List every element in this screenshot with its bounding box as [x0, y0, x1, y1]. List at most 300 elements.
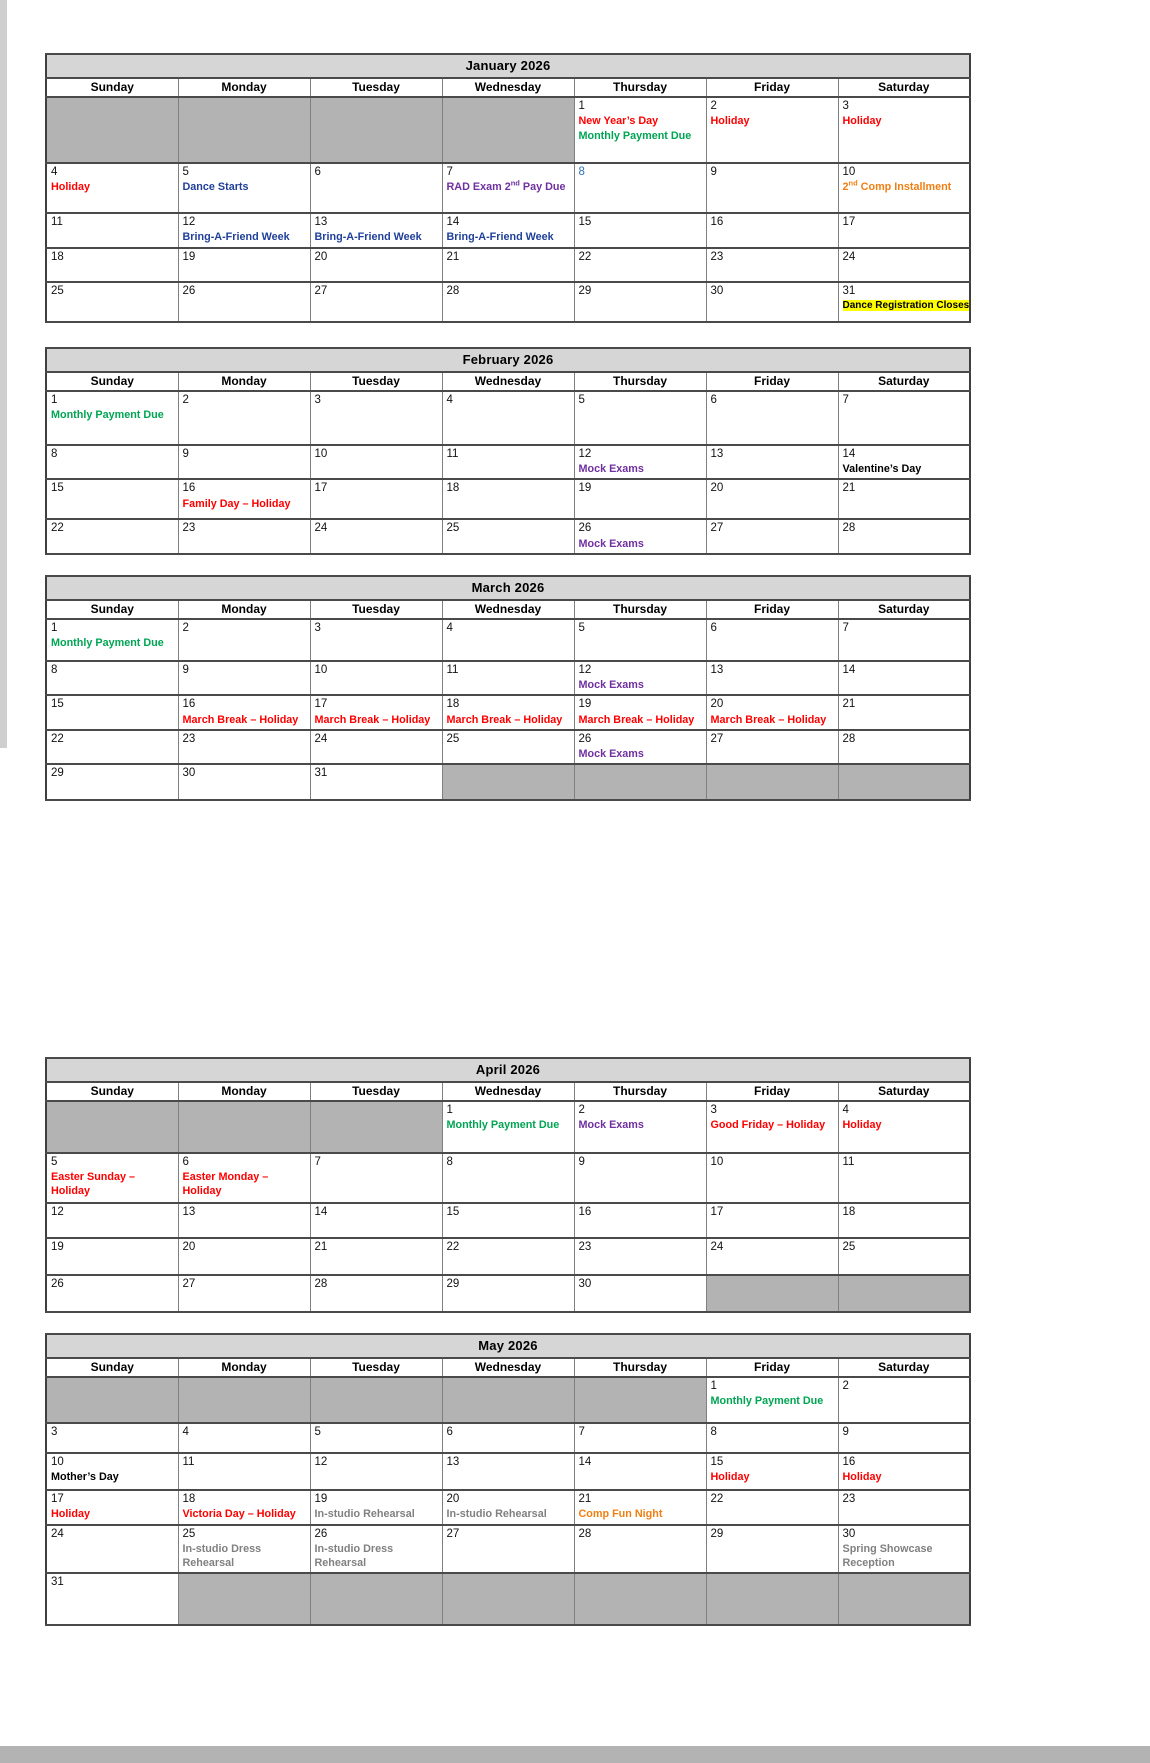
event-label [843, 114, 966, 128]
day-cell [310, 1423, 442, 1453]
day-cell [706, 1377, 838, 1423]
day-number: 21 [578, 1493, 592, 1505]
day-number: 30 [710, 285, 724, 297]
day-cell [178, 1153, 310, 1203]
day-cell [178, 1423, 310, 1453]
day-number: 8 [446, 1156, 453, 1168]
day-cell [46, 1453, 178, 1490]
day-number: 28 [578, 1528, 592, 1540]
day-cell [46, 1238, 178, 1275]
day-number: 8 [51, 664, 58, 676]
day-number: 6 [446, 1426, 453, 1438]
day-number: 23 [842, 1493, 856, 1505]
day-cell [178, 1238, 310, 1275]
day-cell [706, 1101, 838, 1153]
day-number: 21 [842, 482, 856, 495]
week-row [46, 1453, 970, 1490]
day-cell [442, 213, 574, 248]
weekday-header-saturday: Saturday [838, 78, 970, 97]
event-label [843, 462, 966, 476]
day-cell [178, 1453, 310, 1490]
day-number: 14 [446, 216, 460, 228]
day-number: 29 [51, 767, 64, 780]
weekday-header-monday: Monday [178, 600, 310, 619]
event-text: New Year’s Day [578, 115, 659, 128]
weekday-header-thursday: Thursday [574, 600, 706, 619]
day-number: 12 [182, 216, 196, 228]
event-text: In-studio Dress Rehearsal [314, 1543, 394, 1570]
day-number: 18 [182, 1493, 196, 1505]
event-text: Mock Exams [578, 463, 644, 476]
day-number: 19 [182, 251, 196, 263]
event-text: Holiday [51, 181, 90, 194]
event-text: Monthly Payment Due [51, 637, 164, 650]
day-cell [574, 1275, 706, 1312]
event-label [183, 180, 306, 194]
day-number: 30 [182, 767, 196, 780]
day-number: 5 [51, 1156, 58, 1168]
day-cell [442, 1525, 574, 1573]
day-cell [838, 1453, 970, 1490]
event-text: Easter Monday – Holiday [182, 1171, 269, 1198]
day-number: 10 [314, 664, 328, 676]
empty-day-cell [442, 1377, 574, 1423]
event-text: March Break – Holiday [710, 713, 827, 726]
day-number: 10 [51, 1456, 64, 1468]
day-number: 19 [51, 1241, 64, 1253]
day-number: 2 [182, 394, 189, 406]
day-cell [46, 1153, 178, 1203]
day-number: 16 [182, 482, 196, 495]
day-cell [838, 97, 970, 163]
day-number: 13 [446, 1456, 460, 1468]
week-row [46, 1275, 970, 1312]
week-row [46, 519, 970, 553]
day-number: 21 [314, 1241, 328, 1253]
week-row [46, 1377, 970, 1423]
event-label [315, 713, 438, 727]
event-text: Easter Sunday – Holiday [51, 1171, 136, 1198]
day-cell [706, 695, 838, 729]
event-label [51, 408, 174, 422]
day-number: 27 [182, 1278, 196, 1290]
day-cell [706, 619, 838, 661]
page-edge-shadow [0, 0, 7, 748]
day-cell [178, 479, 310, 519]
day-number: 26 [578, 522, 592, 535]
event-label [579, 713, 702, 727]
day-number: 12 [51, 1206, 64, 1218]
day-number: 12 [314, 1456, 328, 1468]
day-number: 25 [446, 522, 460, 535]
week-row [46, 764, 970, 800]
day-cell [442, 519, 574, 553]
day-cell [574, 282, 706, 322]
event-text: Monthly Payment Due [51, 409, 164, 422]
day-number: 28 [842, 522, 856, 535]
weekday-header-monday: Monday [178, 1082, 310, 1101]
day-number: 16 [182, 698, 196, 711]
week-row [46, 391, 970, 445]
empty-day-cell [178, 1573, 310, 1625]
event-text-superscript: nd [510, 178, 520, 188]
weekday-header-sunday: Sunday [46, 78, 178, 97]
month-title: May 2026 [46, 1334, 970, 1358]
day-number: 31 [314, 767, 328, 780]
day-number: 27 [446, 1528, 460, 1540]
event-label [51, 636, 174, 650]
day-cell [46, 661, 178, 695]
day-number: 19 [314, 1493, 328, 1505]
week-row [46, 730, 970, 764]
day-cell [310, 661, 442, 695]
event-text: Mother’s Day [51, 1471, 119, 1484]
event-text: March Break – Holiday [446, 713, 563, 726]
day-cell [46, 619, 178, 661]
day-number: 16 [578, 1206, 592, 1218]
day-cell [706, 213, 838, 248]
day-cell [706, 391, 838, 445]
week-row [46, 1203, 970, 1238]
event-label [51, 180, 174, 194]
day-cell [706, 1453, 838, 1490]
event-text: Spring Showcase Reception [842, 1543, 933, 1570]
weekday-header-saturday: Saturday [838, 372, 970, 391]
day-number: 15 [710, 1456, 724, 1468]
day-cell [442, 248, 574, 282]
day-number: 17 [51, 1493, 64, 1505]
empty-day-cell [178, 1377, 310, 1423]
day-number: 6 [314, 166, 321, 178]
weekday-header-sunday: Sunday [46, 372, 178, 391]
day-cell [574, 730, 706, 764]
day-cell [442, 1153, 574, 1203]
day-number: 5 [578, 622, 585, 634]
day-cell [706, 1153, 838, 1203]
event-label [579, 129, 702, 143]
weekday-header-sunday: Sunday [46, 1082, 178, 1101]
day-cell [178, 445, 310, 479]
day-number: 28 [314, 1278, 328, 1290]
event-label [51, 1507, 174, 1521]
day-number: 9 [182, 448, 189, 460]
event-text: March Break – Holiday [578, 713, 695, 726]
event-label [711, 1118, 834, 1132]
day-cell [310, 213, 442, 248]
day-cell [310, 695, 442, 729]
event-text: 2 [842, 181, 849, 194]
day-number: 26 [51, 1278, 64, 1290]
day-cell [442, 1275, 574, 1312]
day-number: 28 [842, 732, 856, 745]
day-cell [706, 282, 838, 322]
day-cell [310, 479, 442, 519]
event-text: Holiday [842, 115, 882, 128]
viewer-background-band [0, 1746, 1150, 1763]
day-cell [442, 391, 574, 445]
day-cell [310, 730, 442, 764]
day-number: 1 [446, 1104, 453, 1116]
weekday-header-tuesday: Tuesday [310, 1082, 442, 1101]
day-number: 16 [710, 216, 724, 228]
day-cell [46, 1490, 178, 1525]
day-cell [178, 1275, 310, 1312]
empty-day-cell [310, 97, 442, 163]
day-cell [574, 1525, 706, 1573]
day-number: 13 [182, 1206, 196, 1218]
day-cell [46, 1203, 178, 1238]
day-cell [178, 764, 310, 800]
weekday-header-sunday: Sunday [46, 600, 178, 619]
day-cell [838, 1377, 970, 1423]
day-cell [46, 1525, 178, 1573]
event-text: In-studio Rehearsal [314, 1508, 415, 1521]
day-cell [442, 661, 574, 695]
weekday-header-sunday: Sunday [46, 1358, 178, 1377]
empty-day-cell [574, 1377, 706, 1423]
day-number: 24 [314, 732, 328, 745]
event-label [843, 1542, 966, 1570]
day-cell [442, 695, 574, 729]
day-cell [178, 619, 310, 661]
month-table-march-2026 [45, 575, 971, 801]
weekday-header-thursday: Thursday [574, 1358, 706, 1377]
day-number: 16 [842, 1456, 856, 1468]
day-number: 6 [182, 1156, 189, 1168]
day-number: 7 [314, 1156, 321, 1168]
event-label [843, 180, 966, 194]
day-cell [574, 479, 706, 519]
week-row [46, 445, 970, 479]
day-cell [178, 661, 310, 695]
day-number: 15 [578, 216, 592, 228]
weekday-header-friday: Friday [706, 78, 838, 97]
day-cell [574, 619, 706, 661]
event-text: Mock Exams [578, 537, 644, 550]
day-cell [178, 519, 310, 553]
day-cell [574, 1238, 706, 1275]
day-number: 5 [182, 166, 189, 178]
month-title: February 2026 [46, 348, 970, 372]
event-label [183, 230, 306, 244]
day-number: 7 [842, 394, 849, 406]
day-cell [838, 391, 970, 445]
day-cell [574, 519, 706, 553]
day-cell [46, 213, 178, 248]
event-label [447, 1118, 570, 1132]
week-row [46, 213, 970, 248]
day-number: 26 [182, 285, 196, 297]
day-number: 14 [842, 448, 856, 460]
day-cell [706, 1203, 838, 1238]
event-text: Mock Exams [578, 1119, 644, 1132]
weekday-header-monday: Monday [178, 78, 310, 97]
day-number: 20 [710, 482, 724, 495]
day-cell [706, 1423, 838, 1453]
weekday-header-wednesday: Wednesday [442, 78, 574, 97]
day-number: 29 [578, 285, 592, 297]
day-number: 20 [182, 1241, 196, 1253]
day-cell [442, 1203, 574, 1238]
event-text: Victoria Day – Holiday [182, 1508, 296, 1521]
day-cell [310, 619, 442, 661]
event-label [315, 1507, 438, 1521]
day-cell [574, 97, 706, 163]
day-number: 25 [182, 1528, 196, 1540]
day-number: 15 [51, 698, 64, 711]
weekday-header-friday: Friday [706, 600, 838, 619]
event-label [183, 1170, 306, 1198]
day-cell [178, 1203, 310, 1238]
event-text: In-studio Dress Rehearsal [182, 1543, 262, 1570]
weekday-header-saturday: Saturday [838, 600, 970, 619]
day-number: 7 [446, 166, 453, 178]
event-label [315, 230, 438, 244]
day-number: 17 [842, 216, 856, 228]
weekday-header-wednesday: Wednesday [442, 600, 574, 619]
day-number: 22 [446, 1241, 460, 1253]
day-number: 17 [314, 482, 328, 495]
day-cell [574, 661, 706, 695]
day-number: 9 [842, 1426, 849, 1438]
day-cell [838, 519, 970, 553]
event-label [843, 1118, 966, 1132]
day-number: 17 [314, 698, 328, 711]
day-cell [442, 1238, 574, 1275]
event-label [843, 1470, 966, 1484]
event-text: RAD Exam 2 [446, 181, 511, 194]
week-row [46, 248, 970, 282]
day-number: 20 [314, 251, 328, 263]
day-number: 7 [842, 622, 849, 634]
event-text: Holiday [842, 1119, 882, 1132]
week-row [46, 1101, 970, 1153]
month-title: April 2026 [46, 1058, 970, 1082]
day-cell [310, 163, 442, 213]
weekday-header-wednesday: Wednesday [442, 372, 574, 391]
day-number: 31 [842, 285, 856, 297]
day-number: 20 [710, 698, 724, 711]
day-cell [574, 1203, 706, 1238]
event-label [842, 299, 970, 312]
day-number: 4 [446, 394, 453, 406]
day-cell [46, 695, 178, 729]
event-text: Holiday [710, 1471, 750, 1484]
day-number: 14 [578, 1456, 592, 1468]
day-cell [574, 445, 706, 479]
event-label [447, 1507, 570, 1521]
event-text: Holiday [51, 1508, 90, 1521]
month-table-may-2026 [45, 1333, 971, 1626]
day-cell [178, 248, 310, 282]
day-cell [574, 1153, 706, 1203]
day-cell [838, 730, 970, 764]
empty-day-cell [46, 1101, 178, 1153]
day-cell [838, 661, 970, 695]
day-cell [46, 282, 178, 322]
day-number: 10 [710, 1156, 724, 1168]
day-cell [178, 282, 310, 322]
weekday-header-wednesday: Wednesday [442, 1082, 574, 1101]
month-table-february-2026 [45, 347, 971, 555]
event-label [711, 1470, 834, 1484]
week-row [46, 97, 970, 163]
day-number: 17 [710, 1206, 724, 1218]
day-number: 12 [578, 448, 592, 460]
event-text: Bring-A-Friend Week [314, 231, 422, 244]
day-number: 27 [710, 732, 724, 745]
week-row [46, 1525, 970, 1573]
day-number: 14 [314, 1206, 328, 1218]
day-cell [178, 730, 310, 764]
day-cell [46, 479, 178, 519]
day-cell [838, 1490, 970, 1525]
event-text: Good Friday – Holiday [710, 1119, 826, 1132]
weekday-header-thursday: Thursday [574, 372, 706, 391]
day-number: 27 [314, 285, 328, 297]
day-cell [442, 1453, 574, 1490]
day-number: 4 [182, 1426, 189, 1438]
event-label [579, 537, 702, 551]
day-number: 4 [842, 1104, 849, 1116]
day-cell [310, 764, 442, 800]
event-label [183, 1542, 306, 1570]
week-row [46, 695, 970, 729]
day-cell [574, 391, 706, 445]
day-cell [178, 391, 310, 445]
day-number: 31 [51, 1576, 64, 1589]
day-number: 3 [51, 1426, 58, 1438]
day-cell [706, 163, 838, 213]
day-number: 13 [314, 216, 328, 228]
empty-day-cell [178, 1101, 310, 1153]
event-text: Mock Exams [578, 748, 644, 761]
empty-day-cell [310, 1377, 442, 1423]
day-number: 25 [842, 1241, 856, 1253]
empty-day-cell [838, 1275, 970, 1312]
event-text: Mock Exams [578, 679, 644, 692]
day-number: 24 [710, 1241, 724, 1253]
day-number: 8 [578, 166, 585, 178]
day-cell [310, 1275, 442, 1312]
day-number: 15 [446, 1206, 460, 1218]
day-cell [838, 282, 970, 322]
event-text: Dance Registration Closes [842, 300, 970, 312]
day-cell [574, 248, 706, 282]
day-cell [310, 519, 442, 553]
week-row [46, 163, 970, 213]
day-cell [46, 248, 178, 282]
day-cell [310, 1238, 442, 1275]
day-cell [442, 163, 574, 213]
day-number: 8 [51, 448, 58, 460]
day-number: 6 [710, 622, 717, 634]
day-number: 23 [578, 1241, 592, 1253]
day-cell [838, 695, 970, 729]
weekday-header-friday: Friday [706, 1358, 838, 1377]
month-table-april-2026 [45, 1057, 971, 1313]
day-number: 3 [842, 100, 849, 112]
day-cell [838, 163, 970, 213]
event-label [579, 678, 702, 692]
day-cell [838, 213, 970, 248]
day-cell [706, 730, 838, 764]
week-row [46, 619, 970, 661]
day-cell [310, 248, 442, 282]
event-label [183, 1507, 306, 1521]
day-cell [706, 97, 838, 163]
day-number: 29 [446, 1278, 460, 1290]
